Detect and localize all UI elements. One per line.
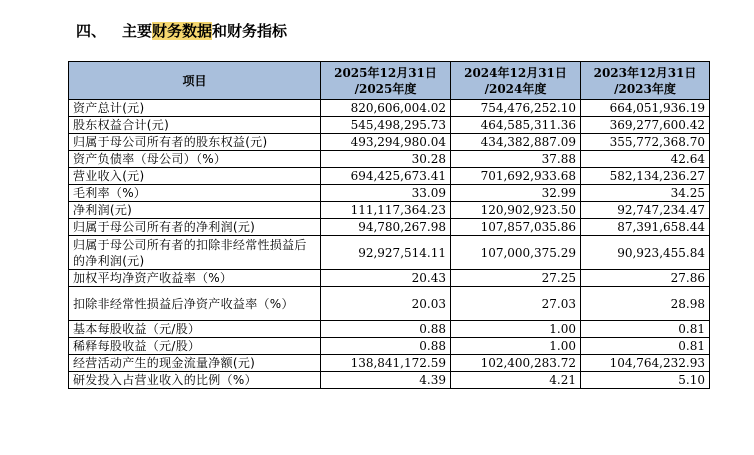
value-2023: 0.81 — [581, 338, 710, 355]
value-2025: 138,841,172.59 — [321, 355, 451, 372]
value-2023: 27.86 — [581, 270, 710, 287]
value-2025: 30.28 — [321, 151, 451, 168]
section-number: 四、 — [76, 22, 107, 40]
value-2025: 0.88 — [321, 338, 451, 355]
value-2024: 107,857,035.86 — [451, 219, 581, 236]
value-2024: 1.00 — [451, 338, 581, 355]
table-row — [69, 168, 710, 185]
table-row — [69, 134, 710, 151]
row-label: 股东权益合计(元) — [69, 117, 321, 134]
row-label: 毛利率（%） — [69, 185, 321, 202]
value-2023: 87,391,658.44 — [581, 219, 710, 236]
value-2024: 464,585,311.36 — [451, 117, 581, 134]
value-2023: 92,747,234.47 — [581, 202, 710, 219]
value-2023: 90,923,455.84 — [581, 236, 710, 270]
table-row — [69, 338, 710, 355]
section-heading — [76, 20, 287, 41]
value-2025: 820,606,004.02 — [321, 100, 451, 117]
value-2024: 102,400,283.72 — [451, 355, 581, 372]
row-label: 归属于母公司所有者的净利润(元) — [69, 219, 321, 236]
value-2024: 107,000,375.29 — [451, 236, 581, 270]
financial-indicators-table — [68, 61, 710, 389]
row-label: 加权平均净资产收益率（%） — [69, 270, 321, 287]
table-row — [69, 219, 710, 236]
table-row — [69, 287, 710, 321]
table-row — [69, 202, 710, 219]
value-2024: 1.00 — [451, 321, 581, 338]
value-2025: 20.03 — [321, 287, 451, 321]
row-label: 资产总计(元) — [69, 100, 321, 117]
row-label: 稀释每股收益（元/股） — [69, 338, 321, 355]
value-2024: 32.99 — [451, 185, 581, 202]
value-2024: 27.03 — [451, 287, 581, 321]
section-title-highlight: 财务数据 — [152, 22, 213, 40]
value-2023: 42.64 — [581, 151, 710, 168]
value-2023: 582,134,236.27 — [581, 168, 710, 185]
value-2025: 94,780,267.98 — [321, 219, 451, 236]
value-2024: 701,692,933.68 — [451, 168, 581, 185]
table-row — [69, 355, 710, 372]
row-label: 资产负债率（母公司）（%） — [69, 151, 321, 168]
value-2023: 369,277,600.42 — [581, 117, 710, 134]
value-2025: 33.09 — [321, 185, 451, 202]
value-2023: 355,772,368.70 — [581, 134, 710, 151]
table-row — [69, 372, 710, 389]
header-2025: 2025年12月31日 /2025年度 — [321, 62, 451, 100]
value-2024: 4.21 — [451, 372, 581, 389]
header-2024: 2024年12月31日 /2024年度 — [451, 62, 581, 100]
header-item: 项目 — [69, 62, 321, 100]
value-2023: 104,764,232.93 — [581, 355, 710, 372]
table-row — [69, 270, 710, 287]
table-row — [69, 151, 710, 168]
row-label: 营业收入(元) — [69, 168, 321, 185]
value-2023: 0.81 — [581, 321, 710, 338]
section-title-suffix: 和财务指标 — [212, 22, 288, 40]
value-2025: 545,498,295.73 — [321, 117, 451, 134]
value-2024: 120,902,923.50 — [451, 202, 581, 219]
table-row — [69, 185, 710, 202]
row-label: 经营活动产生的现金流量净额(元) — [69, 355, 321, 372]
row-label: 研发投入占营业收入的比例（%） — [69, 372, 321, 389]
value-2023: 5.10 — [581, 372, 710, 389]
row-label: 基本每股收益（元/股） — [69, 321, 321, 338]
value-2024: 27.25 — [451, 270, 581, 287]
table-row — [69, 117, 710, 134]
value-2023: 34.25 — [581, 185, 710, 202]
value-2025: 4.39 — [321, 372, 451, 389]
value-2025: 493,294,980.04 — [321, 134, 451, 151]
value-2024: 434,382,887.09 — [451, 134, 581, 151]
row-label: 归属于母公司所有者的股东权益(元) — [69, 134, 321, 151]
value-2025: 111,117,364.23 — [321, 202, 451, 219]
value-2025: 0.88 — [321, 321, 451, 338]
table-row — [69, 100, 710, 117]
value-2024: 754,476,252.10 — [451, 100, 581, 117]
header-2023: 2023年12月31日 /2023年度 — [581, 62, 710, 100]
table-row — [69, 321, 710, 338]
row-label: 扣除非经常性损益后净资产收益率（%） — [69, 287, 321, 321]
value-2025: 92,927,514.11 — [321, 236, 451, 270]
value-2023: 28.98 — [581, 287, 710, 321]
value-2024: 37.88 — [451, 151, 581, 168]
value-2025: 694,425,673.41 — [321, 168, 451, 185]
row-label: 归属于母公司所有者的扣除非经常性损益后的净利润(元) — [69, 236, 321, 270]
value-2025: 20.43 — [321, 270, 451, 287]
table-header-row — [69, 62, 710, 100]
table-row — [69, 236, 710, 270]
value-2023: 664,051,936.19 — [581, 100, 710, 117]
row-label: 净利润(元) — [69, 202, 321, 219]
section-title-prefix: 主要 — [122, 22, 153, 40]
